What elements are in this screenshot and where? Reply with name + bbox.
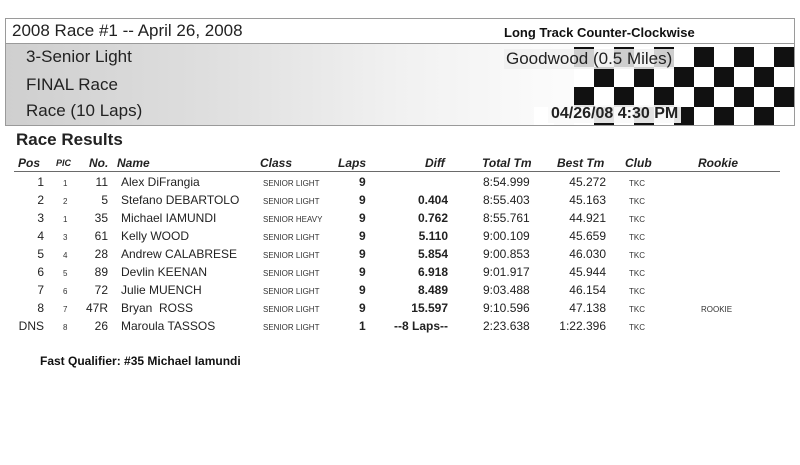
cell-diff: 5.854	[417, 247, 448, 261]
table-row	[0, 318, 800, 336]
cell-club: TKC	[629, 305, 645, 314]
cell-laps: 9	[359, 283, 366, 297]
cell-pos: DNS	[18, 319, 44, 333]
cell-class: SENIOR LIGHT	[263, 323, 320, 332]
cell-best-time: 45.272	[569, 175, 606, 189]
header-divider	[14, 171, 780, 172]
table-row	[0, 228, 800, 246]
col-best-time: Best Tm	[557, 156, 605, 170]
cell-laps: 9	[359, 211, 366, 225]
cell-class: SENIOR HEAVY	[263, 215, 323, 224]
checker-square	[674, 87, 694, 107]
checker-square	[654, 67, 674, 87]
checker-square	[674, 47, 694, 67]
cell-pos: 1	[37, 175, 44, 189]
cell-laps: 1	[359, 319, 366, 333]
checker-square	[754, 47, 774, 67]
checker-square	[694, 107, 714, 126]
table-row	[0, 300, 800, 318]
cell-best-time: 44.921	[569, 211, 606, 225]
checker-square	[694, 47, 714, 67]
cell-total-time: 8:54.999	[483, 175, 530, 189]
cell-pos: 6	[37, 265, 44, 279]
cell-total-time: 8:55.761	[483, 211, 530, 225]
cell-club: TKC	[629, 215, 645, 224]
cell-name: Stefano DEBARTOLO	[121, 193, 240, 207]
cell-diff: --8 Laps--	[394, 319, 448, 333]
cell-name: Alex DiFrangia	[121, 175, 200, 189]
cell-class: SENIOR LIGHT	[263, 233, 320, 242]
cell-diff: 5.110	[418, 229, 448, 243]
checker-square	[714, 67, 734, 87]
cell-name: Michael IAMUNDI	[121, 211, 217, 225]
checker-square	[574, 87, 594, 107]
cell-pos: 4	[37, 229, 44, 243]
cell-pic: 6	[63, 287, 68, 296]
cell-pic: 2	[63, 197, 68, 206]
cell-best-time: 45.659	[569, 229, 606, 243]
checker-square	[614, 87, 634, 107]
race-laps: Race (10 Laps)	[26, 101, 143, 120]
cell-pic: 1	[63, 179, 68, 188]
table-row	[0, 246, 800, 264]
cell-name: Devlin KEENAN	[121, 265, 208, 279]
cell-best-time: 46.154	[569, 283, 606, 297]
checker-square	[714, 47, 734, 67]
fast-qualifier-note: Fast Qualifier: #35 Michael Iamundi	[40, 354, 241, 368]
cell-diff: 0.762	[417, 211, 448, 225]
col-club: Club	[625, 156, 652, 170]
cell-club: TKC	[629, 197, 645, 206]
col-class: Class	[260, 156, 293, 170]
cell-laps: 9	[359, 193, 366, 207]
cell-total-time: 9:00.853	[483, 247, 530, 261]
cell-name: Bryan ROSS	[121, 301, 194, 315]
cell-class: SENIOR LIGHT	[263, 251, 320, 260]
cell-pic: 7	[63, 305, 68, 314]
checker-square	[514, 67, 534, 87]
checker-square	[694, 67, 714, 87]
checker-square	[574, 67, 594, 87]
cell-name: Maroula TASSOS	[121, 319, 216, 333]
cell-club: TKC	[629, 179, 645, 188]
checker-square	[734, 87, 754, 107]
cell-class: SENIOR LIGHT	[263, 287, 320, 296]
cell-no: 26	[94, 319, 108, 333]
checker-square	[734, 47, 754, 67]
cell-no: 28	[94, 247, 108, 261]
table-row	[0, 174, 800, 192]
cell-class: SENIOR LIGHT	[263, 179, 320, 188]
cell-rookie: ROOKIE	[701, 305, 733, 314]
table-row	[0, 264, 800, 282]
cell-name: Andrew CALABRESE	[121, 247, 238, 261]
cell-total-time: 9:03.488	[483, 283, 530, 297]
checker-square	[514, 107, 534, 126]
cell-pos: 8	[37, 301, 44, 315]
checker-square	[734, 67, 754, 87]
cell-laps: 9	[359, 247, 366, 261]
checker-square	[534, 67, 554, 87]
cell-pos: 7	[37, 283, 44, 297]
cell-total-time: 9:10.596	[483, 301, 530, 315]
cell-diff: 8.489	[417, 283, 448, 297]
cell-diff: 0.404	[417, 193, 448, 207]
title-strip	[6, 19, 794, 44]
race-title: 2008 Race #1 -- April 26, 2008	[12, 21, 243, 40]
cell-laps: 9	[359, 175, 366, 189]
col-name: Name	[117, 156, 150, 170]
checker-square	[714, 87, 734, 107]
checker-square	[634, 67, 654, 87]
checker-square	[774, 47, 794, 67]
checker-square	[614, 67, 634, 87]
cell-name: Julie MUENCH	[121, 283, 202, 297]
col-pos: Pos	[18, 156, 41, 170]
col-laps: Laps	[338, 156, 367, 170]
cell-laps: 9	[359, 301, 366, 315]
section-title: Race Results	[16, 130, 123, 149]
cell-total-time: 9:00.109	[483, 229, 530, 243]
track-name: Goodwood (0.5 Miles)	[506, 49, 673, 68]
checker-square	[774, 107, 794, 126]
cell-pos: 3	[37, 211, 44, 225]
table-row	[0, 210, 800, 228]
cell-club: TKC	[629, 269, 645, 278]
checker-square	[654, 87, 674, 107]
checker-square	[734, 107, 754, 126]
cell-class: SENIOR LIGHT	[263, 305, 320, 314]
checker-square	[754, 67, 774, 87]
cell-diff: 6.918	[417, 265, 448, 279]
checker-square	[594, 67, 614, 87]
checker-square	[674, 67, 694, 87]
cell-pic: 4	[63, 251, 68, 260]
cell-pic: 8	[63, 323, 68, 332]
table-row	[0, 282, 800, 300]
cell-best-time: 46.030	[569, 247, 606, 261]
checker-square	[534, 87, 554, 107]
cell-no: 11	[95, 175, 108, 189]
cell-pic: 1	[63, 215, 68, 224]
checker-square	[634, 87, 654, 107]
cell-club: TKC	[629, 323, 645, 332]
cell-best-time: 45.944	[569, 265, 606, 279]
cell-no: 47R	[85, 301, 108, 315]
cell-best-time: 45.163	[569, 193, 606, 207]
checker-square	[694, 87, 714, 107]
cell-class: SENIOR LIGHT	[263, 269, 320, 278]
col-no: No.	[89, 156, 109, 170]
cell-pic: 3	[63, 233, 68, 242]
checker-square	[594, 87, 614, 107]
cell-laps: 9	[359, 229, 366, 243]
col-rookie: Rookie	[698, 156, 739, 170]
col-total-time: Total Tm	[482, 156, 532, 170]
cell-total-time: 8:55.403	[483, 193, 530, 207]
cell-best-time: 47.138	[569, 301, 606, 315]
session-type: FINAL Race	[26, 75, 118, 94]
cell-club: TKC	[629, 287, 645, 296]
race-datetime: 04/26/08 4:30 PM	[548, 105, 681, 123]
race-class: 3-Senior Light	[26, 47, 132, 66]
track-direction: Long Track Counter-Clockwise	[504, 25, 695, 40]
checker-square	[754, 107, 774, 126]
cell-pos: 5	[37, 247, 44, 261]
col-pic: PIC	[56, 158, 72, 168]
cell-laps: 9	[359, 265, 366, 279]
cell-pos: 2	[37, 193, 44, 207]
cell-diff: 15.597	[411, 301, 448, 315]
cell-club: TKC	[629, 251, 645, 260]
checker-square	[774, 87, 794, 107]
checker-square	[774, 67, 794, 87]
cell-no: 5	[101, 193, 108, 207]
checker-square	[754, 87, 774, 107]
table-row	[0, 192, 800, 210]
cell-no: 35	[94, 211, 108, 225]
cell-no: 89	[94, 265, 108, 279]
col-diff: Diff	[425, 156, 445, 170]
race-header	[5, 18, 795, 126]
cell-class: SENIOR LIGHT	[263, 197, 320, 206]
checker-square	[514, 87, 534, 107]
cell-name: Kelly WOOD	[121, 229, 190, 243]
cell-total-time: 2:23.638	[483, 319, 530, 333]
checker-square	[554, 87, 574, 107]
cell-no: 61	[94, 229, 108, 243]
cell-total-time: 9:01.917	[483, 265, 530, 279]
checker-square	[554, 67, 574, 87]
cell-no: 72	[94, 283, 108, 297]
cell-best-time: 1:22.396	[559, 319, 606, 333]
checker-square	[714, 107, 734, 126]
cell-pic: 5	[63, 269, 68, 278]
cell-club: TKC	[629, 233, 645, 242]
